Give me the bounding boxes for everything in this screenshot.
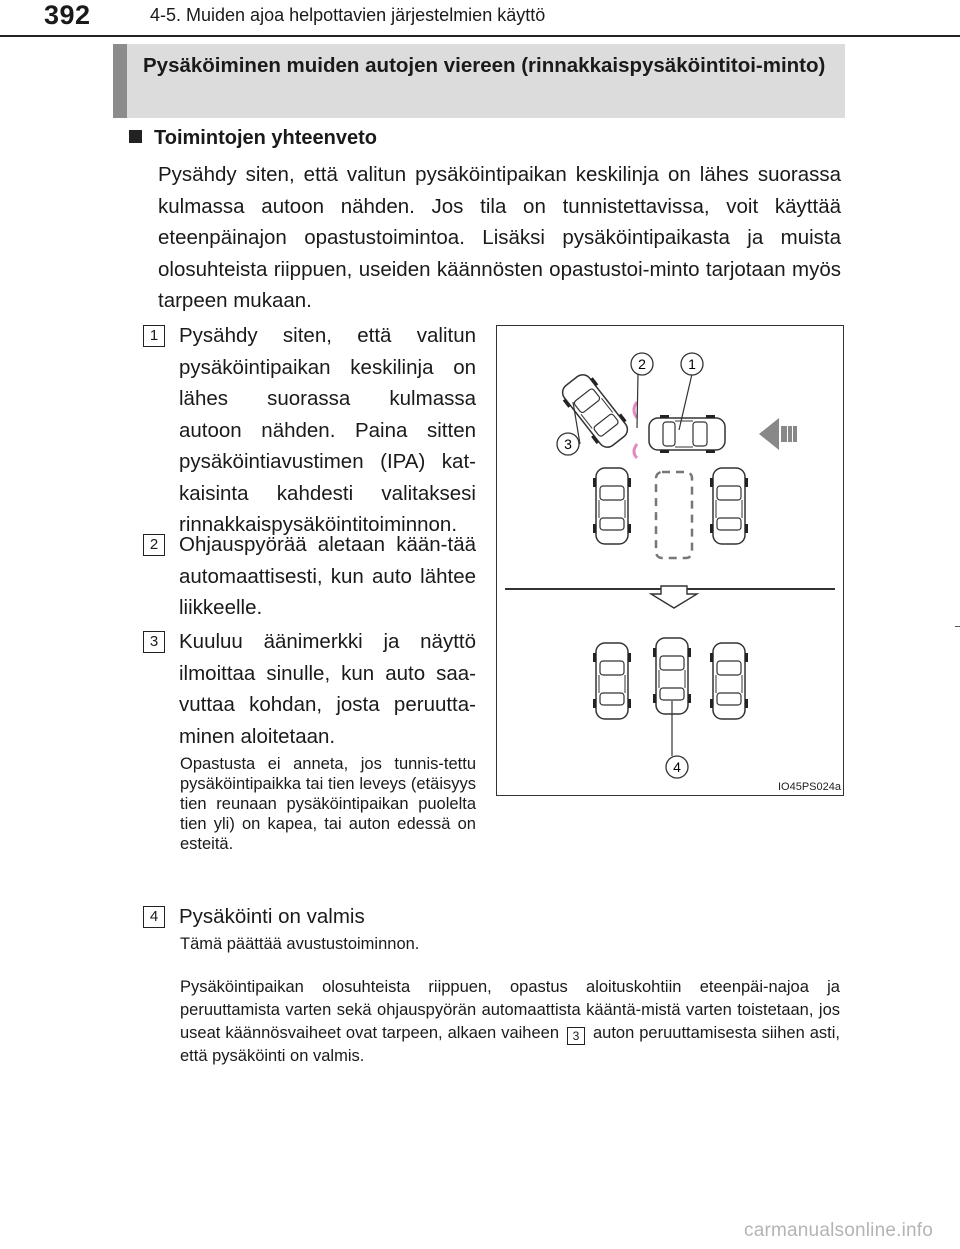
step-4-number: 4 [143, 906, 165, 928]
step-1-number: 1 [143, 325, 165, 347]
step-2-text: Ohjauspyörää aletaan kään-tää automaattisesti, kun auto lähtee liikkeelle. [179, 533, 476, 619]
closing-text-after: auton peruuttamisesta siihen asti, että pysäköinti on valmis. [180, 1024, 840, 1065]
step-4-note: Tämä päättää avustustoiminnon. [180, 935, 420, 953]
callout-2: 2 [638, 356, 646, 372]
step-1-text: Pysähdy siten, että valitun pysäköintipaikan keskilinja on lähes suorassa kulmassa autoon nähden. Paina sitten pysäköintiavustimen (IPA) kat-kaisinta kahdesti valitaksesi rinnakkaispysäköintitoiminnon. [179, 324, 476, 536]
own-car-icon [649, 415, 725, 453]
parked-car-right-icon [710, 468, 748, 544]
parking-diagram-svg [497, 326, 843, 795]
step-3-text: Kuuluu äänimerkki ja näyttö ilmoittaa sinulle, kun auto saa-vuttaa kohdan, josta peruutta-minen aloitetaan. [179, 630, 476, 748]
parking-diagram [496, 325, 844, 796]
margin-tick [955, 626, 960, 627]
parked-car-left-icon [593, 468, 631, 544]
closing-paragraph [180, 976, 840, 1068]
step-3-note: Opastusta ei anneta, jos tunnis-tettu pysäköintipaikka tai tien leveys (etäisyys tien reunaan pysäköintipaikan puolelta tien yli) on kapea, tai auton edessä on esteitä. [180, 755, 476, 853]
direction-arrow-icon [759, 418, 797, 450]
parked-car-bottom-left-icon [593, 643, 631, 719]
page-number: 392 [44, 0, 91, 30]
step-2-number: 2 [143, 534, 165, 556]
closing-text-before: Pysäköintipaikan olosuhteista riippuen, opastus aloituskohtiin eteenpäi-najoa ja peruuttamista varten sekä ohjauspyörän automaattista kääntä-mistä varten toistetaan, jos useat käännösvaiheet ovat tarpeen, alkaen vaiheen [180, 978, 840, 1042]
inline-step-ref: 3 [567, 1027, 585, 1045]
summary-paragraph: Pysähdy siten, että valitun pysäköintipaikan keskilinja on lähes suorassa kulmassa autoon nähden. Jos tila on tunnistettavissa, voit käyttää eteenpäinajon opastustoimintoa. Lisäksi pysäköintipaikasta ja muista olosuhteista riippuen, useiden käännösten opastustoi-minto tarjotaan myös tarpeen mukaan. [158, 163, 841, 312]
callout-1: 1 [688, 356, 696, 372]
figure-code: IO45PS024a [778, 781, 841, 793]
section-title-box [113, 44, 845, 118]
watermark: carmanualsonline.info [744, 1220, 934, 1241]
section-title: Pysäköiminen muiden autojen viereen (rinnakkaispysäköintitoi-minto) [143, 54, 826, 77]
bullet-square-icon [129, 130, 142, 143]
parked-car-bottom-right-icon [710, 643, 748, 719]
step-4-text: Pysäköinti on valmis [179, 905, 365, 928]
callout-3: 3 [564, 436, 572, 452]
parking-space-dashed-icon [656, 472, 692, 558]
subsection-heading-text: Toimintojen yhteenveto [154, 127, 377, 149]
callout-4: 4 [673, 759, 681, 775]
subsection-heading [129, 127, 377, 150]
step-3-number: 3 [143, 631, 165, 653]
header-divider [0, 35, 960, 37]
chapter-title: 4-5. Muiden ajoa helpottavien järjestelmien käyttö [150, 5, 546, 25]
